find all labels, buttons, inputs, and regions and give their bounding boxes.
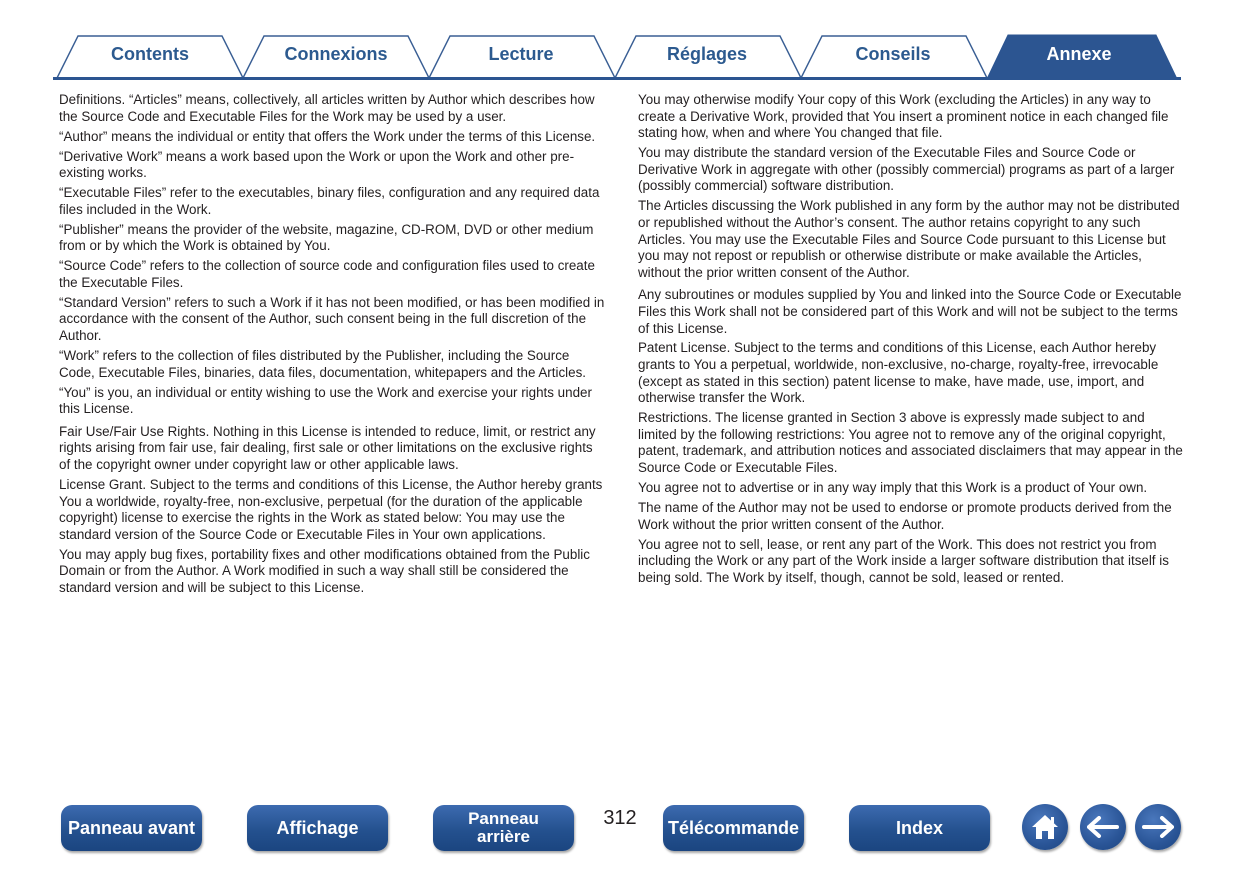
rear-panel-button[interactable] [433,805,574,851]
paragraph-publisher: “Publisher” means the provider of the website, magazine, CD-ROM, DVD or other medium from or by which the Work is obtained by You. [59,221,594,254]
paragraph-author-name: The name of the Author may not be used to endorse or promote products derived from the Work without the prior written consent of the Author. [638,500,1172,532]
home-icon [1030,813,1060,841]
paragraph-you: “You” is you, an individual or entity wishing to use the Work and exercise your rights under this License. [59,384,592,417]
license-text-right-column [638,92,1184,590]
index-button[interactable]: Index [849,805,990,851]
display-button[interactable]: Affichage [247,805,388,851]
rear-panel-label-line1: Panneau [468,809,539,828]
front-panel-button[interactable]: Panneau avant [61,805,202,851]
rear-panel-label [468,810,539,846]
paragraph-executable-files: “Executable Files” refer to the executables, binary files, configuration and any required data files included in the Work. [59,185,600,217]
back-button[interactable] [1080,804,1126,850]
paragraph-articles: The Articles discussing the Work published in any form by the author may not be distributed or republished without the Author’s consent. The author retains copyright to any such Articles. You may use the Executable Files and Source Code pursuant to this License but you may not repost or republish or otherwise distribute or make available the Articles, without the prior written consent of the Author. [638,198,1180,280]
back-arrow-icon [1087,816,1119,838]
paragraph-definitions: Definitions. “Articles” means, collectively, all articles written by Author which describes how the Source Code and Executable Files for the Work may be used by a user. [59,92,595,124]
paragraph-modify: You may otherwise modify Your copy of this Work (excluding the Articles) in any way to create a Derivative Work, provided that You insert a prominent notice in each changed file stating how, when and where You changed that file. [638,92,1169,141]
forward-arrow-icon [1142,816,1174,838]
paragraph-patent-license: Patent License. Subject to the terms and conditions of this License, each Author hereby grants to You a perpetual, worldwide, non-exclusive, no-charge, royalty-free, irrevocable (except as stated in this section) patent license to make, have made, use, import, and otherwise transfer the Work. [638,340,1159,406]
paragraph-no-sell: You agree not to sell, lease, or rent any part of the Work. This does not restrict you from including the Work or any part of the Work inside a larger software distribution that itself is being sold. The Work by itself, though, cannot be sold, leased or rented. [638,536,1169,585]
forward-button[interactable] [1135,804,1181,850]
tab-conseils[interactable]: Conseils [855,44,931,64]
rear-panel-label-line2: arrière [477,827,530,846]
tab-baseline [53,77,1181,80]
paragraph-fair-use: Fair Use/Fair Use Rights. Nothing in this License is intended to reduce, limit, or restrict any rights arising from fair use, fair dealing, first sale or other limitations on the exclusive rights of the copyright owner under copyright law or other applicable laws. [59,423,596,472]
paragraph-source-code: “Source Code” refers to the collection of source code and configuration files used to create the Executable Files. [59,258,595,290]
tab-contents[interactable]: Contents [111,44,189,64]
home-button[interactable] [1022,804,1068,850]
paragraph-no-advertise: You agree not to advertise or in any way imply that this Work is a product of Your own. [638,480,1148,496]
page-number: 312 [603,807,637,829]
paragraph-license-grant: License Grant. Subject to the terms and conditions of this License, the Author hereby grants You a worldwide, royalty-free, non-exclusive, perpetual (for the duration of the applicable copyright) license to exercise the rights in the Work as stated below: You may use the standard version of the Source Code or Executable Files in Your own applications. [59,476,603,542]
tab-annexe[interactable]: Annexe [1046,44,1112,64]
license-text-left-column [59,92,605,600]
paragraph-work: “Work” refers to the collection of files distributed by the Publisher, including the Source Code, Executable Files, binaries, data files, documentation, whitepapers and the Articles. [59,348,586,380]
tab-reglages[interactable]: Réglages [666,44,748,64]
paragraph-subroutines: Any subroutines or modules supplied by You and linked into the Source Code or Executable Files this Work shall not be considered part of this Work and will not be subject to the terms of this License. [638,287,1182,336]
remote-control-button[interactable]: Télécommande [663,805,804,851]
paragraph-restrictions: Restrictions. The license granted in Section 3 above is expressly made subject to and limited by the following restrictions: You agree not to remove any of the original copyright, patent, trademark, and attribution notices and associated disclaimers that may appear in the Source Code or Executable Files. [638,410,1183,476]
tab-lecture[interactable]: Lecture [488,44,554,64]
paragraph-standard-version: “Standard Version” refers to such a Work if it has not been modified, or has been modified in accordance with the consent of the Author, such consent being in the full discretion of the Author. [59,294,605,344]
paragraph-derivative-work: “Derivative Work” means a work based upon the Work or upon the Work and other pre-existing works. [59,148,575,181]
tab-connexions[interactable]: Connexions [284,44,388,64]
paragraph-distribute: You may distribute the standard version of the Executable Files and Source Code or Derivative Work in aggregate with other (possibly commercial) programs as part of a larger (possibly commercial) software distribution. [638,145,1175,194]
paragraph-bug-fixes: You may apply bug fixes, portability fixes and other modifications obtained from the Public Domain or from the Author. A Work modified in such a way shall still be considered the standard version and will be subject to this License. [59,546,590,595]
paragraph-author: “Author” means the individual or entity that offers the Work under the terms of this License. [59,128,596,144]
